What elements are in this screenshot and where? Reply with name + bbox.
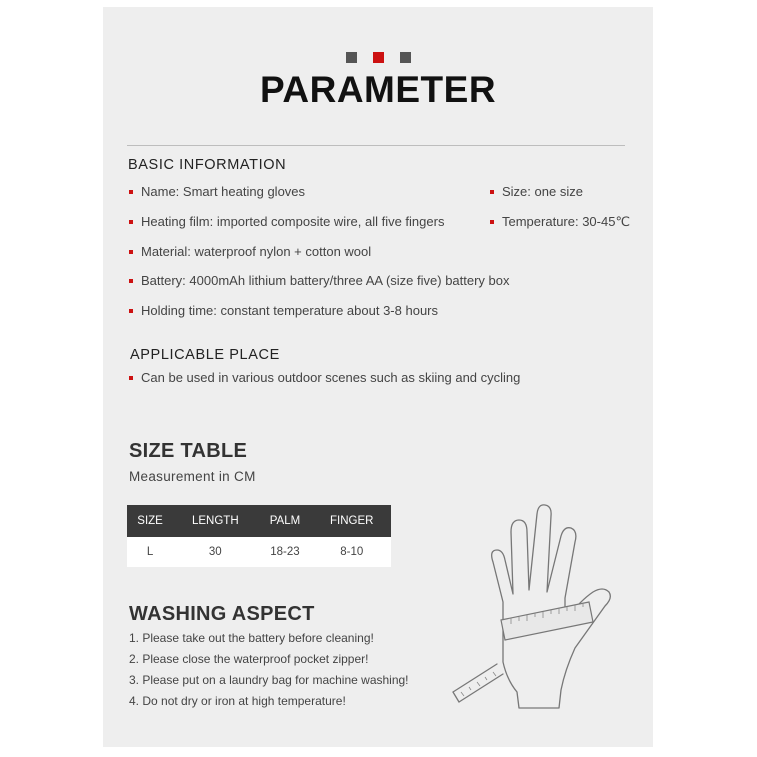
decor-square-accent bbox=[373, 52, 384, 63]
size-table-heading: SIZE TABLE bbox=[129, 440, 248, 462]
washing-heading: WASHING ASPECT bbox=[129, 603, 315, 625]
title-divider bbox=[127, 145, 625, 146]
length-cell: 30 bbox=[173, 537, 257, 567]
basic-info-item: Holding time: constant temperature about 3-8 hours bbox=[129, 303, 438, 319]
size-table-header-row bbox=[127, 505, 391, 537]
size-table-subheading: Measurement in CM bbox=[129, 469, 256, 484]
washing-item: 1. Please take out the battery before cleaning! bbox=[129, 631, 374, 645]
basic-info-item: Material: waterproof nylon + cotton wool bbox=[129, 244, 371, 260]
bullet-icon bbox=[129, 250, 133, 254]
basic-info-item: Battery: 4000mAh lithium battery/three AA (size five) battery box bbox=[129, 273, 510, 289]
applicable-place-heading: APPLICABLE PLACE bbox=[130, 347, 280, 363]
hand-measurement-icon bbox=[441, 502, 641, 722]
size-cell: L bbox=[127, 537, 173, 567]
bullet-icon bbox=[490, 220, 494, 224]
basic-info-item-right: Size: one size bbox=[490, 184, 583, 200]
bullet-icon bbox=[129, 376, 133, 380]
size-table bbox=[127, 505, 391, 567]
table-row bbox=[127, 537, 391, 567]
basic-info-item-right: Temperature: 30-45℃ bbox=[490, 214, 630, 230]
palm-header: PALM bbox=[257, 505, 312, 537]
washing-item: 2. Please close the waterproof pocket zipper! bbox=[129, 652, 369, 666]
length-header: LENGTH bbox=[173, 505, 257, 537]
basic-info-heading: BASIC INFORMATION bbox=[128, 157, 287, 173]
parameter-panel bbox=[103, 7, 653, 747]
bullet-icon bbox=[129, 190, 133, 194]
bullet-icon bbox=[129, 220, 133, 224]
basic-info-item: Heating film: imported composite wire, all five fingers bbox=[129, 214, 444, 230]
decor-square-left bbox=[346, 52, 357, 63]
size-header: SIZE bbox=[127, 505, 173, 537]
washing-item: 4. Do not dry or iron at high temperature! bbox=[129, 694, 346, 708]
bullet-icon bbox=[129, 279, 133, 283]
palm-cell: 18-23 bbox=[257, 537, 312, 567]
bullet-icon bbox=[490, 190, 494, 194]
measuring-tape bbox=[461, 602, 593, 696]
finger-cell: 8-10 bbox=[312, 537, 391, 567]
basic-info-item: Name: Smart heating gloves bbox=[129, 184, 305, 200]
applicable-place-item: Can be used in various outdoor scenes such as skiing and cycling bbox=[129, 370, 520, 386]
washing-item: 3. Please put on a laundry bag for machine washing! bbox=[129, 673, 409, 687]
finger-header: FINGER bbox=[312, 505, 391, 537]
decor-square-right bbox=[400, 52, 411, 63]
page-title: PARAMETER bbox=[259, 69, 497, 110]
bullet-icon bbox=[129, 309, 133, 313]
